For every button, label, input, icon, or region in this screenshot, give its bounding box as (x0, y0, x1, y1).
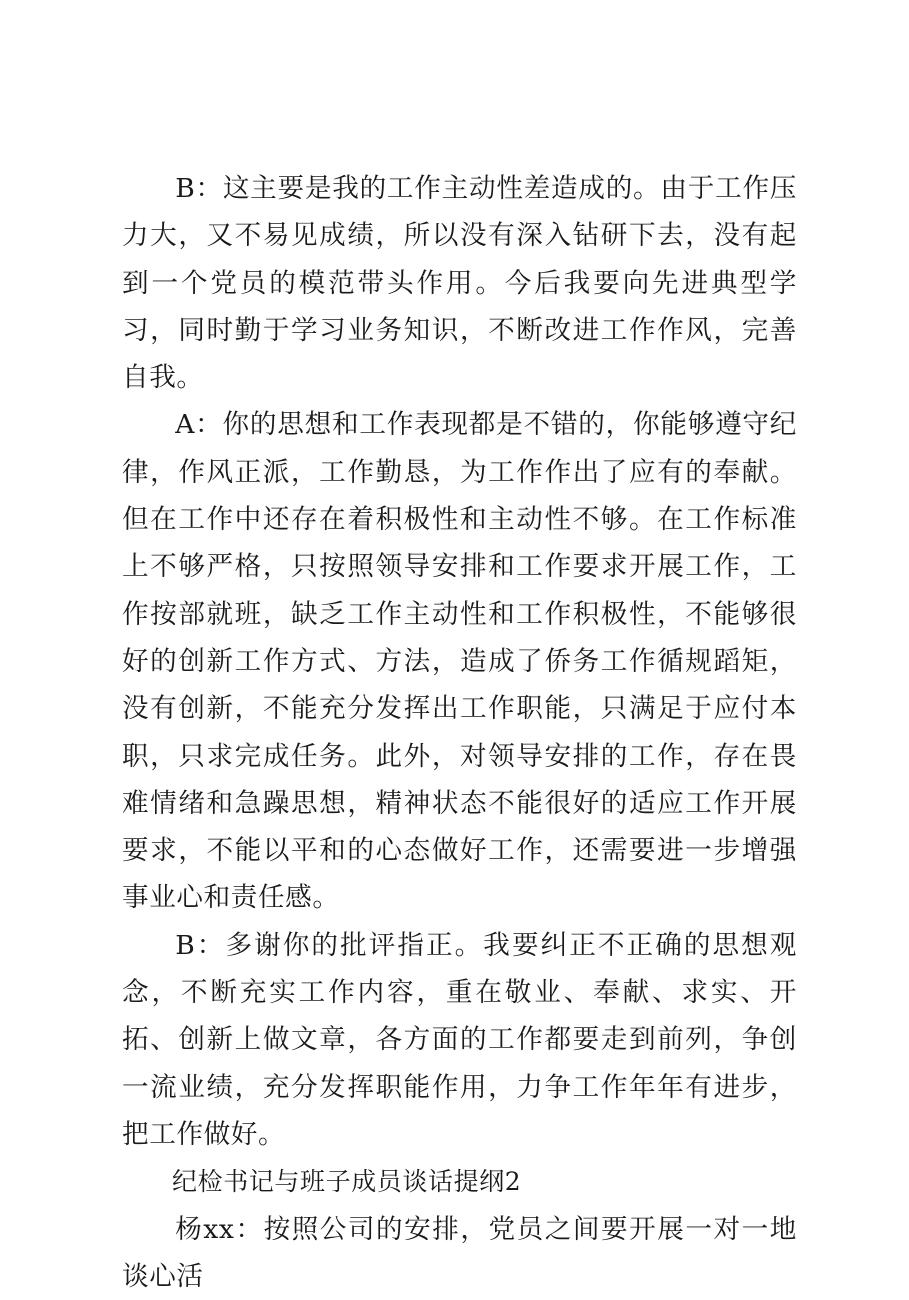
section-title: 纪检书记与班子成员谈话提纲2 (172, 1167, 522, 1197)
paragraph-b-thanks: B：多谢你的批评指正。我要纠正不正确的思想观念，不断充实工作内容，重在敬业、奉献、求实、开拓、创新上做文章，各方面的工作都要走到前列，争创一流业绩，充分发挥职能作用，力争工作年年有进步，把工作做好。 (122, 929, 797, 1150)
paragraph-a-review: A：你的思想和工作表现都是不错的，你能够遵守纪律，作风正派，工作勤恳，为工作作出了应有的奉献。但在工作中还存在着积极性和主动性不够。在工作标准上不够严格，只按照领导安排和工作要求开展工作，工作按部就班，缺乏工作主动性和工作积极性，不能够很好的创新工作方式、方法，造成了侨务工作循规蹈矩，没有创新，不能充分发挥出工作职能，只满足于应付本职，只求完成任务。此外，对领导安排的工作，存在畏难情绪和急躁思想，精神状态不能很好的适应工作开展要求，不能以平和的心态做好工作，还需要进一步增强事业心和责任感。 (122, 409, 797, 914)
paragraph-yang-opening: 杨xx：按照公司的安排，党员之间要开展一对一地谈心活 (122, 1213, 797, 1292)
document-body (122, 165, 797, 1300)
paragraph-b-response: B：这主要是我的工作主动性差造成的。由于工作压力大，又不易见成绩，所以没有深入钻研下去，没有起到一个党员的模范带头作用。今后我要向先进典型学习，同时勤于学习业务知识，不断改进工作作风，完善自我。 (122, 173, 797, 394)
